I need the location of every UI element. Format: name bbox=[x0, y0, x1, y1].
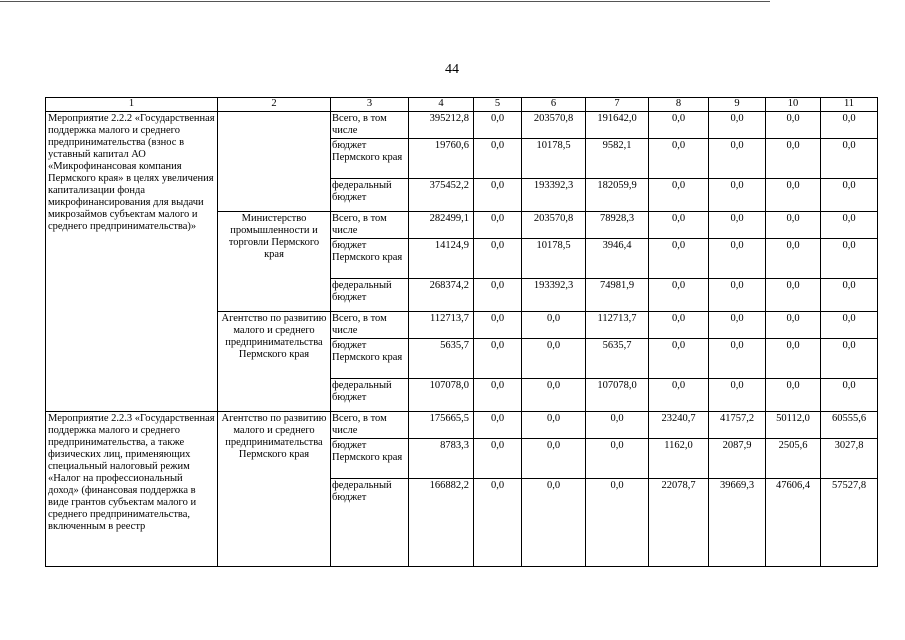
value-cell: 107078,0 bbox=[586, 379, 649, 412]
value-cell: 10178,5 bbox=[522, 239, 586, 279]
value-cell: 0,0 bbox=[766, 379, 821, 412]
value-cell: 193392,3 bbox=[522, 179, 586, 212]
value-cell: 0,0 bbox=[821, 179, 878, 212]
funding-source-cell: федеральный бюджет bbox=[331, 379, 409, 412]
value-cell: 0,0 bbox=[766, 279, 821, 312]
value-cell: 0,0 bbox=[821, 379, 878, 412]
value-cell: 0,0 bbox=[709, 179, 766, 212]
value-cell: 57527,8 bbox=[821, 479, 878, 567]
funding-source-cell: Всего, в том числе bbox=[331, 112, 409, 139]
value-cell: 5635,7 bbox=[586, 339, 649, 379]
value-cell: 0,0 bbox=[709, 239, 766, 279]
value-cell: 0,0 bbox=[821, 312, 878, 339]
value-cell: 0,0 bbox=[821, 279, 878, 312]
value-cell: 0,0 bbox=[821, 239, 878, 279]
executor-cell: Министерство промышленности и торговли Пермского края bbox=[218, 212, 331, 312]
value-cell: 0,0 bbox=[474, 279, 522, 312]
value-cell: 0,0 bbox=[649, 312, 709, 339]
value-cell: 1162,0 bbox=[649, 439, 709, 479]
value-cell: 0,0 bbox=[474, 239, 522, 279]
column-header: 4 bbox=[409, 98, 474, 112]
value-cell: 203570,8 bbox=[522, 212, 586, 239]
value-cell: 193392,3 bbox=[522, 279, 586, 312]
value-cell: 2087,9 bbox=[709, 439, 766, 479]
column-header: 2 bbox=[218, 98, 331, 112]
table-row bbox=[46, 112, 878, 139]
funding-source-cell: бюджет Пермского края bbox=[331, 439, 409, 479]
value-cell: 0,0 bbox=[649, 112, 709, 139]
funding-source-cell: Всего, в том числе bbox=[331, 312, 409, 339]
value-cell: 10178,5 bbox=[522, 139, 586, 179]
value-cell: 78928,3 bbox=[586, 212, 649, 239]
value-cell: 0,0 bbox=[766, 112, 821, 139]
value-cell: 0,0 bbox=[474, 179, 522, 212]
funding-source-cell: федеральный бюджет bbox=[331, 279, 409, 312]
value-cell: 0,0 bbox=[709, 139, 766, 179]
value-cell: 0,0 bbox=[766, 212, 821, 239]
value-cell: 50112,0 bbox=[766, 412, 821, 439]
value-cell: 2505,6 bbox=[766, 439, 821, 479]
value-cell: 0,0 bbox=[474, 412, 522, 439]
value-cell: 107078,0 bbox=[409, 379, 474, 412]
value-cell: 0,0 bbox=[649, 339, 709, 379]
value-cell: 375452,2 bbox=[409, 179, 474, 212]
value-cell: 0,0 bbox=[649, 212, 709, 239]
value-cell: 3946,4 bbox=[586, 239, 649, 279]
activity-cell: Мероприятие 2.2.2 «Государственная поддержка малого и среднего предпринимательства (взнос в уставный капитал АО «Микрофинансовая компания Пермского края» в целях увеличения капитализации фонда микрофинансирования для выдачи микрозаймов субъектам малого и среднего предпринимательства)» bbox=[46, 112, 218, 412]
value-cell: 0,0 bbox=[522, 412, 586, 439]
column-header: 9 bbox=[709, 98, 766, 112]
value-cell: 0,0 bbox=[821, 139, 878, 179]
page-number: 44 bbox=[445, 62, 459, 77]
value-cell: 112713,7 bbox=[409, 312, 474, 339]
top-border-line bbox=[0, 1, 770, 2]
value-cell: 0,0 bbox=[649, 179, 709, 212]
value-cell: 23240,7 bbox=[649, 412, 709, 439]
value-cell: 395212,8 bbox=[409, 112, 474, 139]
value-cell: 0,0 bbox=[474, 339, 522, 379]
value-cell: 22078,7 bbox=[649, 479, 709, 567]
value-cell: 0,0 bbox=[522, 479, 586, 567]
column-header: 8 bbox=[649, 98, 709, 112]
value-cell: 3027,8 bbox=[821, 439, 878, 479]
column-header: 11 bbox=[821, 98, 878, 112]
value-cell: 175665,5 bbox=[409, 412, 474, 439]
executor-cell: Агентство по развитию малого и среднего предпринимательства Пермского края bbox=[218, 312, 331, 412]
value-cell: 0,0 bbox=[474, 439, 522, 479]
header-row bbox=[46, 98, 878, 112]
budget-table bbox=[45, 97, 878, 567]
value-cell: 0,0 bbox=[586, 412, 649, 439]
value-cell: 268374,2 bbox=[409, 279, 474, 312]
value-cell: 182059,9 bbox=[586, 179, 649, 212]
value-cell: 0,0 bbox=[522, 312, 586, 339]
value-cell: 9582,1 bbox=[586, 139, 649, 179]
executor-cell: Агентство по развитию малого и среднего предпринимательства Пермского края bbox=[218, 412, 331, 567]
value-cell: 0,0 bbox=[709, 379, 766, 412]
value-cell: 5635,7 bbox=[409, 339, 474, 379]
funding-source-cell: федеральный бюджет bbox=[331, 179, 409, 212]
value-cell: 0,0 bbox=[709, 339, 766, 379]
funding-source-cell: бюджет Пермского края bbox=[331, 139, 409, 179]
column-header: 3 bbox=[331, 98, 409, 112]
value-cell: 47606,4 bbox=[766, 479, 821, 567]
value-cell: 8783,3 bbox=[409, 439, 474, 479]
value-cell: 0,0 bbox=[709, 312, 766, 339]
funding-source-cell: Всего, в том числе bbox=[331, 212, 409, 239]
funding-source-cell: бюджет Пермского края bbox=[331, 239, 409, 279]
value-cell: 282499,1 bbox=[409, 212, 474, 239]
value-cell: 74981,9 bbox=[586, 279, 649, 312]
column-header: 10 bbox=[766, 98, 821, 112]
value-cell: 0,0 bbox=[522, 439, 586, 479]
value-cell: 0,0 bbox=[649, 379, 709, 412]
value-cell: 0,0 bbox=[522, 339, 586, 379]
value-cell: 0,0 bbox=[766, 312, 821, 339]
value-cell: 0,0 bbox=[474, 312, 522, 339]
column-header: 6 bbox=[522, 98, 586, 112]
value-cell: 203570,8 bbox=[522, 112, 586, 139]
value-cell: 0,0 bbox=[474, 139, 522, 179]
value-cell: 60555,6 bbox=[821, 412, 878, 439]
value-cell: 0,0 bbox=[709, 212, 766, 239]
table-row bbox=[46, 412, 878, 439]
column-header: 7 bbox=[586, 98, 649, 112]
value-cell: 0,0 bbox=[766, 179, 821, 212]
value-cell: 0,0 bbox=[766, 239, 821, 279]
value-cell: 191642,0 bbox=[586, 112, 649, 139]
value-cell: 0,0 bbox=[649, 139, 709, 179]
funding-source-cell: федеральный бюджет bbox=[331, 479, 409, 567]
value-cell: 14124,9 bbox=[409, 239, 474, 279]
funding-source-cell: Всего, в том числе bbox=[331, 412, 409, 439]
value-cell: 0,0 bbox=[474, 212, 522, 239]
value-cell: 0,0 bbox=[821, 339, 878, 379]
value-cell: 112713,7 bbox=[586, 312, 649, 339]
value-cell: 166882,2 bbox=[409, 479, 474, 567]
column-header: 1 bbox=[46, 98, 218, 112]
value-cell: 0,0 bbox=[766, 339, 821, 379]
funding-source-cell: бюджет Пермского края bbox=[331, 339, 409, 379]
value-cell: 0,0 bbox=[709, 279, 766, 312]
value-cell: 0,0 bbox=[821, 112, 878, 139]
value-cell: 0,0 bbox=[649, 279, 709, 312]
value-cell: 0,0 bbox=[474, 112, 522, 139]
value-cell: 0,0 bbox=[586, 479, 649, 567]
value-cell: 0,0 bbox=[821, 212, 878, 239]
value-cell: 0,0 bbox=[709, 112, 766, 139]
value-cell: 0,0 bbox=[586, 439, 649, 479]
value-cell: 19760,6 bbox=[409, 139, 474, 179]
value-cell: 39669,3 bbox=[709, 479, 766, 567]
value-cell: 0,0 bbox=[474, 479, 522, 567]
value-cell: 0,0 bbox=[474, 379, 522, 412]
value-cell: 0,0 bbox=[649, 239, 709, 279]
value-cell: 41757,2 bbox=[709, 412, 766, 439]
value-cell: 0,0 bbox=[522, 379, 586, 412]
value-cell: 0,0 bbox=[766, 139, 821, 179]
activity-cell: Мероприятие 2.2.3 «Государственная поддержка малого и среднего предпринимательства, а также физических лиц, применяющих специальный налоговый режим «Налог на профессиональный доход» (финансовая поддержка в виде грантов субъектам малого и среднего предпринимательства, включенным в реестр bbox=[46, 412, 218, 567]
column-header: 5 bbox=[474, 98, 522, 112]
executor-cell bbox=[218, 112, 331, 212]
